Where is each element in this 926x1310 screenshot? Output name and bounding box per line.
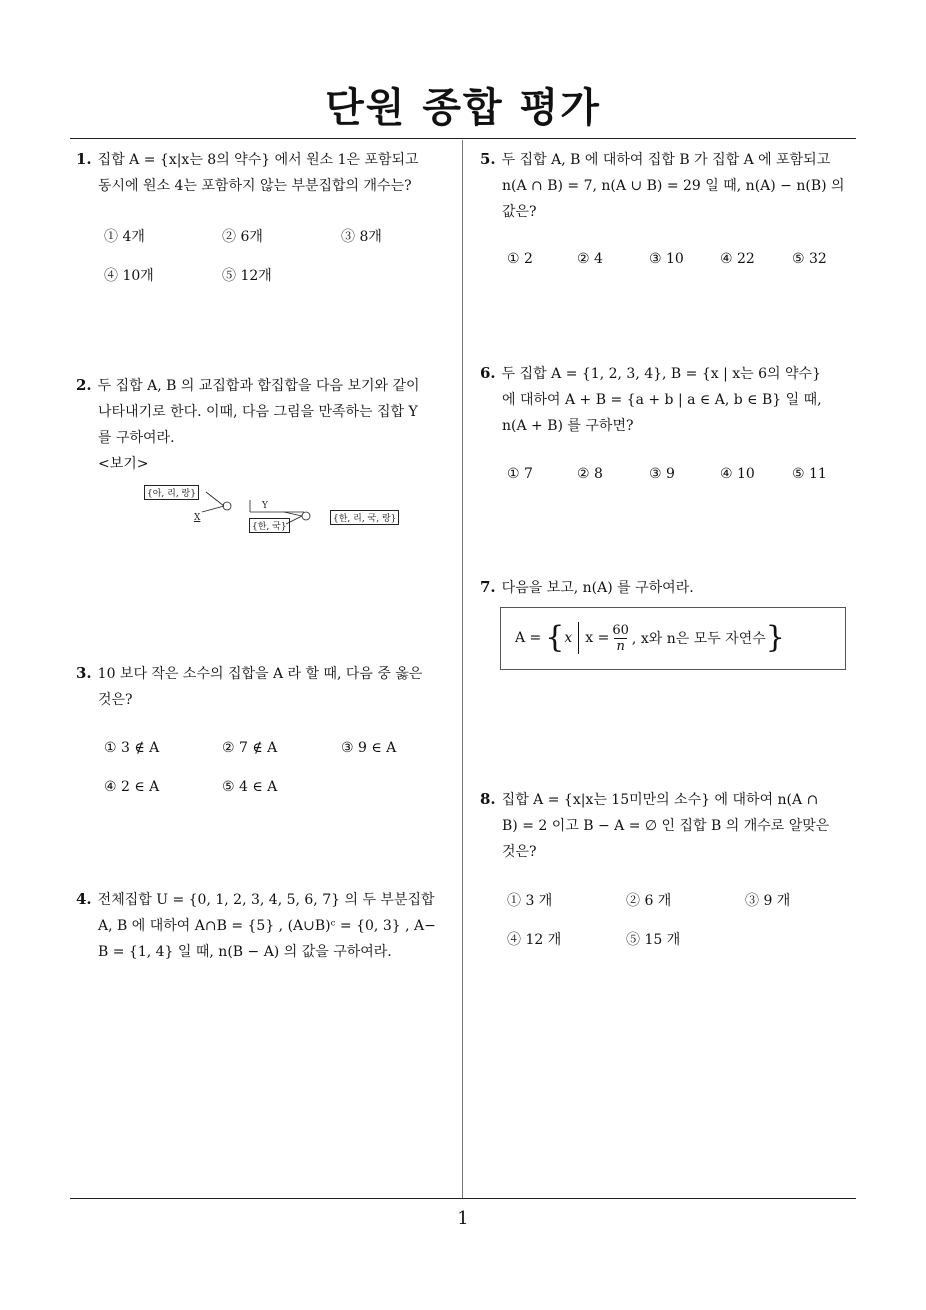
fraction-numerator: 60 [612, 622, 629, 638]
question-4 [76, 886, 456, 965]
example-label: <보기> [98, 456, 149, 472]
question-text-line: 집합 A = {x|x는 15미만의 소수} 에 대하여 n(A ∩ [501, 792, 819, 808]
fraction [612, 623, 629, 654]
question-number: 3. [76, 664, 92, 682]
question-number: 8. [480, 790, 496, 808]
choice-5[interactable]: ⑤ 12개 [222, 268, 272, 284]
choice-1[interactable]: ① 7 [507, 466, 533, 482]
choice-5[interactable]: ⑤ 4 ∈ A [222, 779, 278, 795]
formula-condition-end: , x와 n은 모두 자연수 [631, 631, 766, 647]
page-title: 단원 종합 평가 [325, 85, 601, 131]
set-operation-diagram [140, 482, 420, 532]
question-text-line: 두 집합 A, B 에 대하여 집합 B 가 집합 A 에 포함되고 [501, 152, 831, 168]
question-text-line: A, B 에 대하여 A∩B = {5} , (A∪B)ᶜ = {0, 3} , A− [98, 918, 436, 934]
question-text-line: 두 집합 A = {1, 2, 3, 4}, B = {x | x는 6의 약수} [501, 366, 821, 382]
set-b-label: {한, 국} [249, 518, 290, 533]
formula-variable: x [564, 630, 573, 646]
x-label: X [194, 513, 201, 523]
right-brace: } [765, 620, 785, 655]
question-text-line: 값은? [502, 204, 537, 220]
bottom-rule [70, 1198, 856, 1199]
question-text-line: 다음을 보고, n(A) 를 구하여라. [501, 580, 694, 596]
question-text-line: 것은? [98, 692, 133, 708]
question-number: 5. [480, 150, 496, 168]
set-a-label: {아, 리, 랑} [144, 485, 199, 500]
question-2 [76, 372, 456, 477]
question-text-line: 나타내기로 한다. 이때, 다음 그림을 만족하는 집합 Y [98, 404, 418, 420]
question-number: 2. [76, 376, 92, 394]
choice-3[interactable]: ③ 8개 [341, 229, 382, 245]
question-text-line: 집합 A = {x|x는 8의 약수} 에서 원소 1은 포함되고 [97, 152, 419, 168]
question-5 [480, 146, 860, 225]
question-text-line: 두 집합 A, B 의 교집합과 합집합을 다음 보기와 같이 [97, 378, 420, 394]
question-text-line: n(A ∩ B) = 7, n(A ∪ B) = 29 일 때, n(A) − n(B) 의 [502, 178, 845, 194]
choice-3[interactable]: ③ 9 ∈ A [341, 740, 397, 756]
column-divider [462, 140, 463, 1198]
set-definition-box [500, 607, 846, 670]
question-6 [480, 360, 860, 439]
choice-2[interactable]: ② 6 개 [626, 893, 672, 909]
question-text-line: 동시에 원소 4는 포함하지 않는 부분집합의 개수는? [98, 178, 412, 194]
question-text-line: 10 보다 작은 소수의 집합을 A 라 할 때, 다음 중 옳은 [97, 666, 423, 682]
formula-lhs: A = [515, 630, 542, 646]
question-8 [480, 786, 860, 865]
such-that-bar [578, 622, 579, 654]
choice-4[interactable]: ④ 12 개 [507, 932, 562, 948]
choice-4[interactable]: ④ 10개 [104, 268, 154, 284]
choice-4[interactable]: ④ 22 [720, 251, 755, 267]
page-number: 1 [457, 1208, 469, 1229]
y-label: Y [262, 501, 268, 511]
left-brace: { [545, 620, 565, 655]
choice-1[interactable]: ① 4개 [104, 229, 145, 245]
question-3 [76, 660, 456, 713]
choice-2[interactable]: ② 4 [577, 251, 603, 267]
question-text-line: B) = 2 이고 B − A = ∅ 인 집합 B 의 개수로 알맞은 [502, 818, 830, 834]
top-rule [70, 138, 856, 139]
choice-5[interactable]: ⑤ 32 [792, 251, 827, 267]
question-number: 7. [480, 578, 496, 596]
result-set-label: {한, 리, 국, 랑} [330, 510, 399, 525]
choice-1[interactable]: ① 3 ∉ A [104, 740, 160, 756]
choice-2[interactable]: ② 6개 [222, 229, 263, 245]
question-7 [480, 574, 860, 601]
choice-2[interactable]: ② 8 [577, 466, 603, 482]
question-number: 4. [76, 890, 92, 908]
question-text-line: 에 대하여 A + B = {a + b | a ∈ A, b ∈ B} 일 때, [502, 392, 822, 408]
question-1 [76, 146, 456, 199]
choice-1[interactable]: ① 3 개 [507, 893, 553, 909]
question-text-line: n(A + B) 를 구하면? [502, 418, 634, 434]
choice-3[interactable]: ③ 10 [649, 251, 684, 267]
question-text-line: B = {1, 4} 일 때, n(B − A) 의 값을 구하여라. [98, 944, 392, 960]
choice-4[interactable]: ④ 10 [720, 466, 755, 482]
fraction-denominator: n [616, 638, 625, 654]
choice-5[interactable]: ⑤ 15 개 [626, 932, 681, 948]
formula-condition-start: x = [585, 630, 610, 646]
question-text-line: 를 구하여라. [98, 430, 175, 446]
choice-1[interactable]: ① 2 [507, 251, 533, 267]
choice-3[interactable]: ③ 9 [649, 466, 675, 482]
question-text-line: 전체집합 U = {0, 1, 2, 3, 4, 5, 6, 7} 의 두 부분집합 [97, 892, 435, 908]
choice-5[interactable]: ⑤ 11 [792, 466, 827, 482]
choice-3[interactable]: ③ 9 개 [745, 893, 791, 909]
question-number: 1. [76, 150, 92, 168]
choice-2[interactable]: ② 7 ∉ A [222, 740, 278, 756]
choice-4[interactable]: ④ 2 ∈ A [104, 779, 160, 795]
question-text-line: 것은? [502, 844, 537, 860]
set-builder-formula [515, 622, 785, 654]
question-number: 6. [480, 364, 496, 382]
